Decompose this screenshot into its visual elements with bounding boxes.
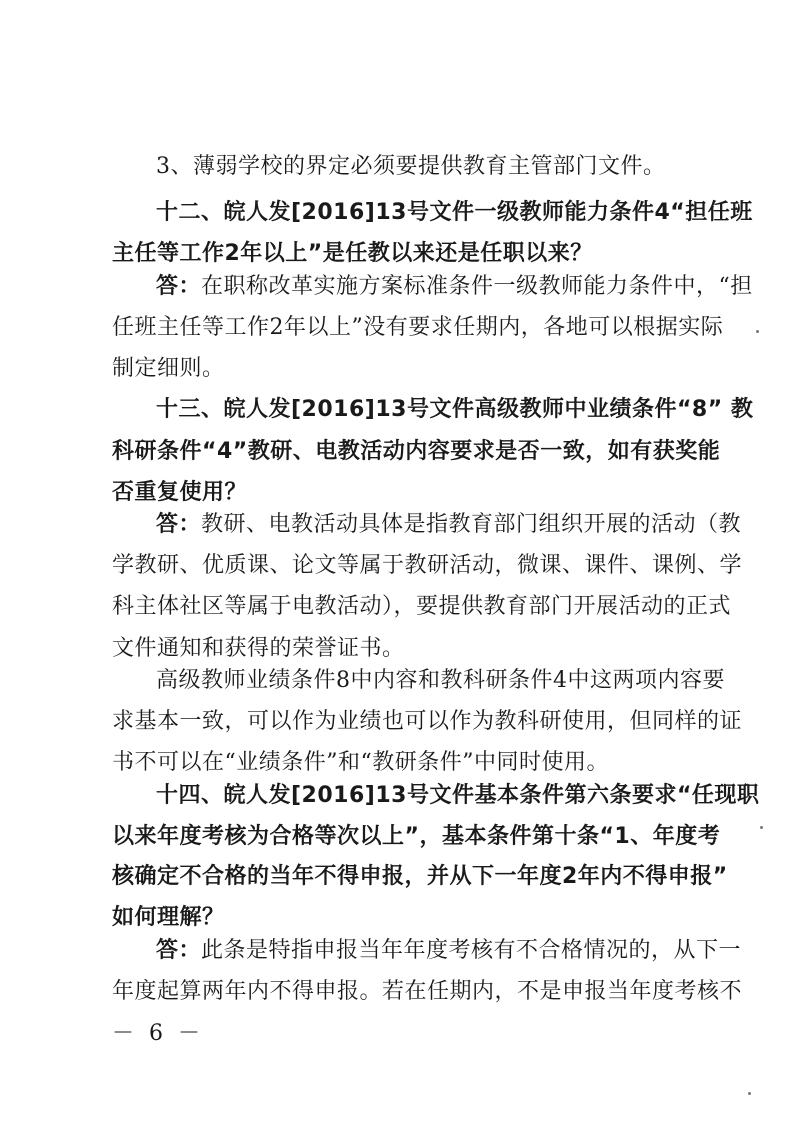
line-text: 十四、皖人发[2016]13号文件基本条件第六条要求“任现职 bbox=[156, 783, 760, 808]
line-text: 书不可以在“业绩条件”和“教研条件”中同时使用。 bbox=[112, 750, 609, 775]
line-text: 以来年度考核为合格等次以上”，基本条件第十条“1、年度考 bbox=[112, 824, 721, 849]
text-line bbox=[112, 822, 720, 852]
text-line bbox=[156, 510, 741, 540]
line-text: 十三、皖人发[2016]13号文件高级教师中业绩条件“8” 教 bbox=[156, 397, 754, 422]
line-text: 年度起算两年内不得申报。若在任期内，不是申报当年度考核不 bbox=[112, 979, 743, 1004]
text-line bbox=[156, 666, 725, 696]
text-line bbox=[112, 354, 225, 384]
text-line bbox=[112, 707, 742, 737]
line-text: 科研条件“4”教研、电教活动内容要求是否一致，如有获奖能 bbox=[112, 439, 721, 464]
scan-mark bbox=[756, 330, 759, 333]
text-line bbox=[112, 313, 723, 343]
text-line bbox=[156, 781, 759, 811]
scan-mark bbox=[748, 1092, 751, 1095]
line-text: 文件通知和获得的荣誉证书。 bbox=[112, 636, 405, 661]
text-line bbox=[112, 748, 609, 778]
text-line bbox=[156, 272, 753, 302]
line-text: 任班主任等工作2年以上”没有要求任期内，各地可以根据实际 bbox=[112, 315, 724, 340]
text-line bbox=[156, 198, 753, 228]
line-text: 主任等工作2年以上”是任教以来还是任职以来？ bbox=[112, 241, 593, 266]
line-text: 十二、皖人发[2016]13号文件一级教师能力条件4“担任班 bbox=[156, 200, 753, 225]
answer-label: 答： bbox=[156, 938, 202, 963]
line-text: 3、薄弱学校的界定必须要提供教育主管部门文件。 bbox=[156, 154, 666, 179]
page-number: － 6 － bbox=[112, 1021, 204, 1046]
scan-mark bbox=[760, 826, 763, 829]
line-text: 如何理解？ bbox=[112, 905, 225, 930]
text-line bbox=[112, 437, 720, 467]
text-line bbox=[112, 478, 247, 508]
text-line bbox=[156, 395, 753, 425]
text-line bbox=[112, 551, 742, 581]
line-text: 高级教师业绩条件8中内容和教科研条件4中这两项内容要 bbox=[156, 668, 725, 693]
line-text: 否重复使用？ bbox=[112, 480, 248, 505]
line-text: 科主体社区等属于电教活动），要提供教育部门开展活动的正式 bbox=[112, 594, 732, 619]
line-text: 制定细则。 bbox=[112, 356, 225, 381]
line-text: 求基本一致，可以作为业绩也可以作为教科研使用，但同样的证 bbox=[112, 709, 743, 734]
line-text: 此条是特指申报当年年度考核有不合格情况的，从下一 bbox=[201, 938, 742, 963]
text-line bbox=[156, 936, 741, 966]
answer-label: 答： bbox=[156, 512, 202, 537]
text-line bbox=[112, 977, 742, 1007]
answer-label: 答： bbox=[156, 274, 202, 299]
line-text: 核确定不合格的当年不得申报，并从下一年度2年内不得申报” bbox=[112, 864, 728, 889]
line-text: 在职称改革实施方案标准条件一级教师能力条件中，“担 bbox=[201, 274, 753, 299]
text-line bbox=[156, 152, 666, 182]
text-line bbox=[112, 903, 225, 933]
line-text: 教研、电教活动具体是指教育部门组织开展的活动（教 bbox=[201, 512, 742, 537]
text-line bbox=[112, 239, 593, 269]
line-text: 学教研、优质课、论文等属于教研活动，微课、课件、课例、学 bbox=[112, 553, 743, 578]
text-line bbox=[112, 592, 731, 622]
text-line bbox=[112, 634, 405, 664]
text-line bbox=[112, 862, 728, 892]
